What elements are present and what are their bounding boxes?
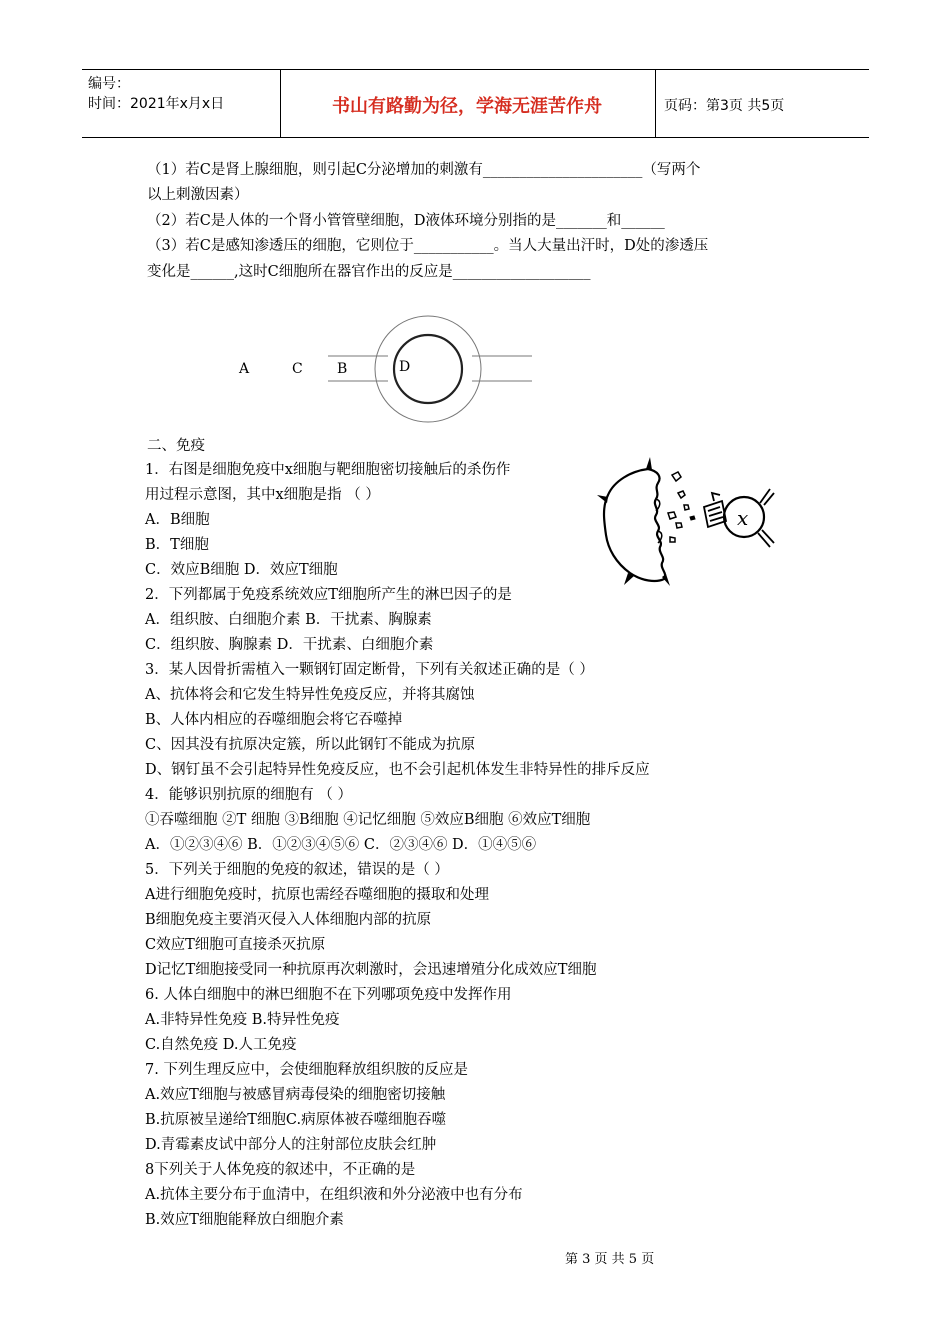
q1-line1: （1）若C是肾上腺细胞，则引起C分泌增加的刺激有______________________（写两个	[147, 162, 701, 178]
header-left	[88, 74, 224, 114]
text-line: A．B细胞	[145, 512, 210, 528]
date-label: 时间：2021年x月x日	[88, 96, 225, 112]
text-line: 8下列关于人体免疫的叙述中，不正确的是	[145, 1162, 416, 1178]
text-line: C．组织胺、胸腺素 D．干扰素、白细胞介素	[145, 637, 434, 653]
debris	[668, 512, 676, 519]
q2-line: （2）若C是人体的一个肾小管管壁细胞，D液体环境分别指的是_______和______	[147, 213, 665, 229]
text-line: B、人体内相应的吞噬细胞会将它吞噬掉	[145, 712, 403, 728]
number-label: 编号：	[88, 76, 130, 92]
motto: 书山有路勤为径，学海无涯苦作舟	[332, 96, 602, 117]
text-line: 7. 下列生理反应中，会使细胞释放组织胺的反应是	[145, 1062, 468, 1078]
text-line: D记忆T细胞接受同一种抗原再次刺激时，会迅速增殖分化成效应T细胞	[145, 962, 597, 978]
text-line: B．T细胞	[145, 537, 209, 553]
label-b: B	[337, 361, 348, 377]
q1-line2: 以上刺激因素）	[147, 187, 249, 203]
text-line: C．效应B细胞 D．效应T细胞	[145, 562, 338, 578]
x-cell-label: x	[737, 506, 749, 530]
debris	[690, 516, 695, 520]
text-line: 2．下列都属于免疫系统效应T细胞所产生的淋巴因子的是	[145, 587, 512, 603]
debris	[672, 472, 681, 481]
text-line: C效应T细胞可直接杀灭抗原	[145, 937, 326, 953]
q3-line1: （3）若C是感知渗透压的细胞，它则位于___________。当人大量出汗时，D处的渗透压	[147, 238, 709, 254]
label-c: C	[292, 361, 303, 377]
text-line: 4．能够识别抗原的细胞有 （ ）	[145, 787, 352, 803]
cell-environment-diagram	[320, 315, 540, 425]
debris	[678, 491, 685, 498]
text-line: A．①②③④⑥ B．①②③④⑤⑥ C．②③④⑥ D．①④⑤⑥	[145, 837, 537, 853]
contact-arrow	[712, 493, 720, 501]
contact-hatch	[708, 507, 723, 521]
debris	[684, 505, 689, 510]
text-line: 6. 人体白细胞中的淋巴细胞不在下列哪项免疫中发挥作用	[145, 987, 512, 1003]
text-line: A．组织胺、白细胞介素 B．干扰素、胸腺素	[145, 612, 432, 628]
page-header	[82, 69, 869, 138]
text-line: A、抗体将会和它发生特异性免疫反应，并将其腐蚀	[145, 687, 475, 703]
spike	[646, 457, 652, 470]
page-info: 页码：第3页 共5页	[664, 98, 785, 114]
section-title: 二、免疫	[147, 438, 205, 454]
text-line: D.青霉素皮试中部分人的注射部位皮肤会红肿	[145, 1137, 437, 1153]
label-a: A	[239, 361, 250, 377]
outer-circle	[375, 316, 481, 422]
header-divider	[655, 70, 656, 137]
debris	[670, 537, 675, 542]
text-line: ①吞噬细胞 ②T 细胞 ③B细胞 ④记忆细胞 ⑤效应B细胞 ⑥效应T细胞	[145, 812, 591, 828]
text-line: 5．下列关于细胞的免疫的叙述，错误的是（ ）	[145, 862, 449, 878]
x-cell-arm	[758, 533, 770, 547]
text-line: 用过程示意图，其中x细胞是指 （ ）	[145, 487, 380, 503]
text-line: C、因其没有抗原决定簇，所以此钢钉不能成为抗原	[145, 737, 476, 753]
text-line: 3．某人因骨折需植入一颗钢钉固定断骨，下列有关叙述正确的是（ ）	[145, 662, 594, 678]
header-divider	[280, 70, 281, 137]
text-line: A.效应T细胞与被感冒病毒侵染的细胞密切接触	[145, 1087, 446, 1103]
q3-line2: 变化是______,这时C细胞所在器官作出的反应是___________________	[147, 264, 591, 280]
cell-immunity-diagram	[596, 455, 806, 590]
page-footer: 第 3 页 共 5 页	[565, 1252, 655, 1267]
text-line: A.抗体主要分布于血清中，在组织液和外分泌液中也有分布	[145, 1187, 523, 1203]
text-line: A进行细胞免疫时，抗原也需经吞噬细胞的摄取和处理	[145, 887, 489, 903]
text-line: B.效应T细胞能释放白细胞介素	[145, 1212, 344, 1228]
text-line: B细胞免疫主要消灭侵入人体细胞内部的抗原	[145, 912, 432, 928]
text-line: B.抗原被呈递给T细胞C.病原体被吞噬细胞吞噬	[145, 1112, 447, 1128]
label-d: D	[399, 359, 411, 375]
text-line: A.非特异性免疫 B.特异性免疫	[145, 1012, 340, 1028]
debris	[676, 523, 682, 528]
text-line: 1．右图是细胞免疫中x细胞与靶细胞密切接触后的杀伤作	[145, 462, 511, 478]
target-cell	[604, 469, 665, 581]
text-line: C.自然免疫 D.人工免疫	[145, 1037, 297, 1053]
text-line: D、钢钉虽不会引起特异性免疫反应，也不会引起机体发生非特异性的排斥反应	[145, 762, 650, 778]
